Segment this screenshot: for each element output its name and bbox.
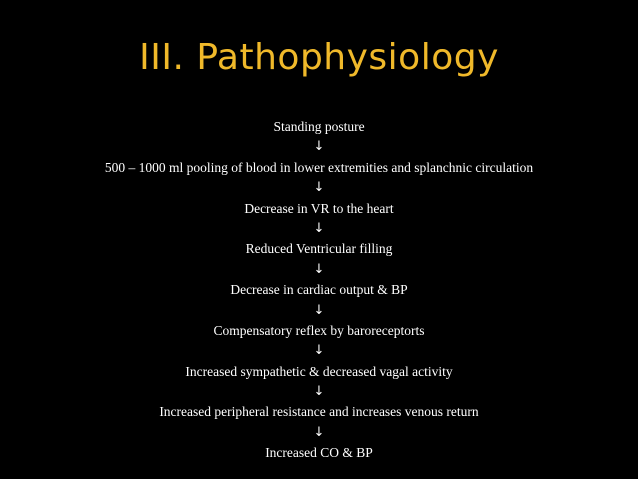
flow-step: Standing posture [273,119,365,134]
down-arrow-icon: ↓ [313,261,325,277]
flow-step: Increased peripheral resistance and increases venous return [159,404,479,420]
flow-step: Decrease in cardiac output & BP [230,282,408,298]
down-arrow-icon: ↓ [313,139,325,155]
down-arrow-icon: ↓ [313,302,325,318]
flow-step: Decrease in VR to the heart [244,200,394,216]
flow-step: Increased CO & BP [265,445,373,461]
down-arrow-icon: ↓ [313,220,325,236]
pathophysiology-flow [0,117,638,464]
flow-step: Increased sympathetic & decreased vagal activity [185,363,453,379]
down-arrow-icon: ↓ [313,180,325,196]
down-arrow-icon: ↓ [313,343,325,359]
flow-step: Reduced Ventricular filling [245,241,393,257]
down-arrow-icon: ↓ [313,384,325,400]
flow-step: 500 – 1000 ml pooling of blood in lower extremities and splanchnic circulation [104,159,534,175]
flow-step: Compensatory reflex by baroreceptorts [213,322,425,338]
down-arrow-icon: ↓ [313,424,325,440]
slide-title: III. Pathophysiology [139,37,499,78]
